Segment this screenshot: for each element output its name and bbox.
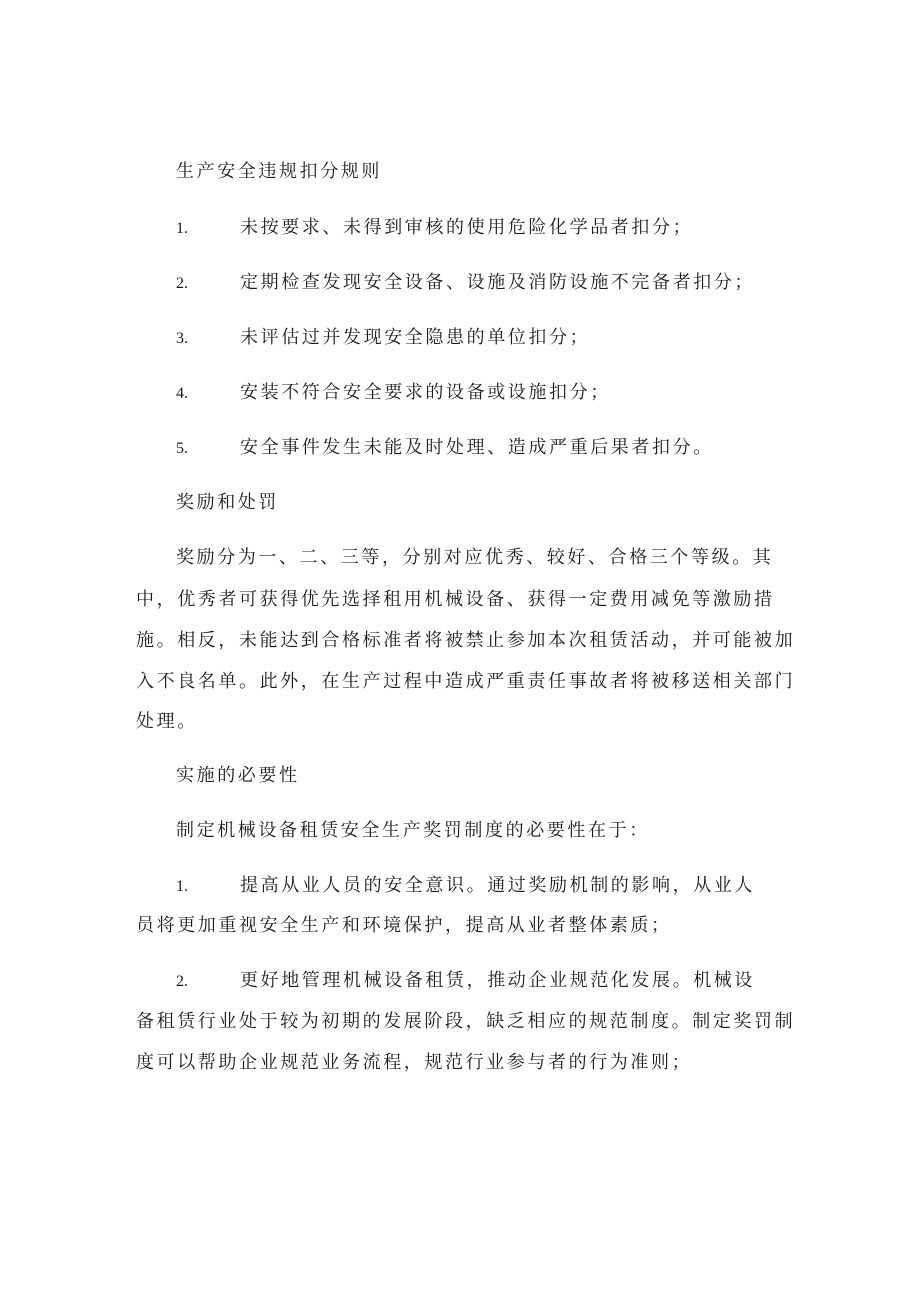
- list-item-text: 未按要求、未得到审核的使用危险化学品者扣分；: [240, 217, 694, 238]
- list-item-number: 1.: [176, 878, 188, 895]
- paragraph-line: 奖励分为一、二、三等，分别对应优秀、较好、合格三个等级。其: [176, 547, 774, 568]
- list-item-number: 3.: [176, 330, 188, 347]
- list-item-text: 提高从业人员的安全意识。通过奖励机制的影响，从业人: [240, 875, 755, 896]
- list-item-text: 更好地管理机械设备租赁，推动企业规范化发展。机械设: [240, 970, 755, 991]
- paragraph-line: 入不良名单。此外，在生产过程中造成严重责任事故者将被移送相关部门: [136, 671, 796, 692]
- list-item-number: 2.: [176, 973, 188, 990]
- list-item-text: 未评估过并发现安全隐患的单位扣分；: [240, 327, 591, 348]
- list-item-text: 安装不符合安全要求的设备或设施扣分；: [240, 382, 611, 403]
- intro-line: 制定机械设备租赁安全生产奖罚制度的必要性在于：: [176, 820, 650, 841]
- list-item-number: 2.: [176, 275, 188, 292]
- section-heading-rewards-penalties: 奖励和处罚: [176, 492, 279, 513]
- list-item-number: 4.: [176, 385, 188, 402]
- section-heading-necessity: 实施的必要性: [176, 765, 300, 786]
- paragraph-line: 中，优秀者可获得优先选择租用机械设备、获得一定费用减免等激励措: [136, 589, 775, 610]
- section-heading-deduction-rules: 生产安全违规扣分规则: [176, 161, 382, 182]
- list-item-number: 5.: [176, 440, 188, 457]
- paragraph-line: 处理。: [136, 711, 198, 732]
- list-item-text: 定期检查发现安全设备、设施及消防设施不完备者扣分；: [240, 272, 755, 293]
- list-item-text-continued: 度可以帮助企业规范业务流程，规范行业参与者的行为准则；: [136, 1052, 693, 1073]
- list-item-text-continued: 员将更加重视安全生产和环境保护，提高从业者整体素质；: [136, 915, 672, 936]
- list-item-text: 安全事件发生未能及时处理、造成严重后果者扣分。: [240, 437, 714, 458]
- list-item-text-continued: 备租赁行业处于较为初期的发展阶段，缺乏相应的规范制度。制定奖罚制: [136, 1011, 796, 1032]
- paragraph-line: 施。相反，未能达到合格标准者将被禁止参加本次租赁活动，并可能被加: [136, 630, 796, 651]
- list-item-number: 1.: [176, 220, 188, 237]
